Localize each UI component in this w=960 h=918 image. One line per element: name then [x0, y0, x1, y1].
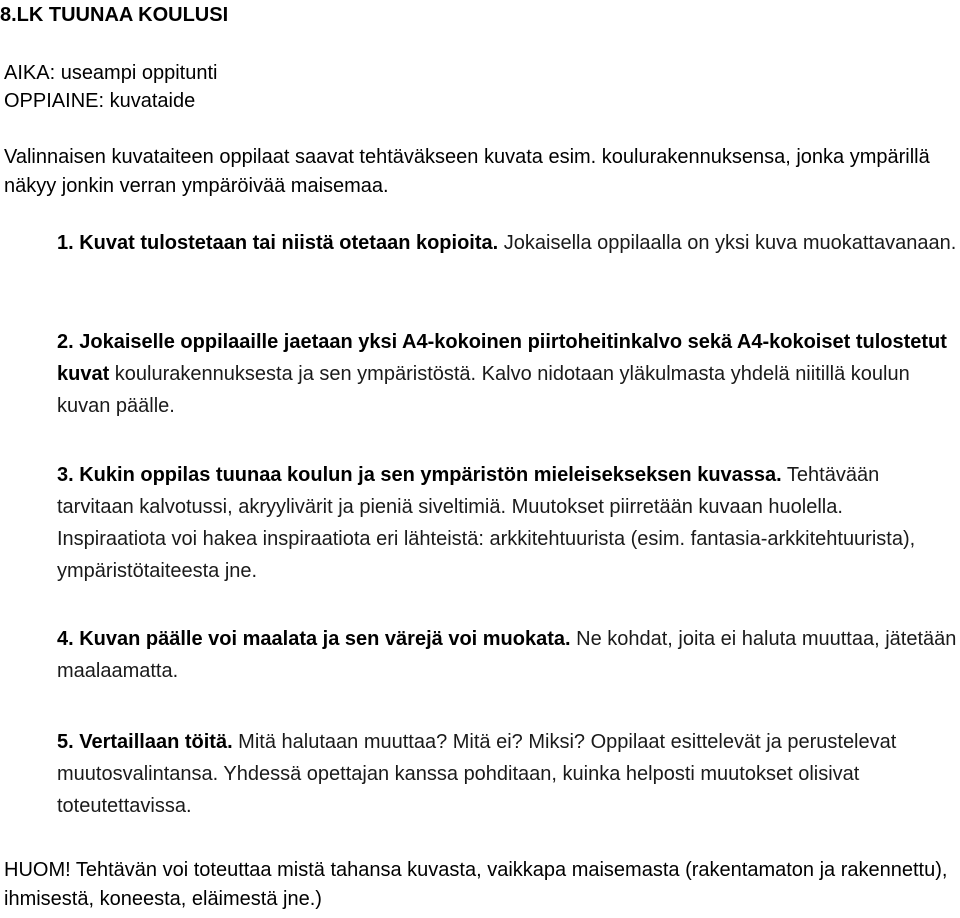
subject-info: OPPIAINE: kuvataide [4, 90, 196, 112]
step-4-heading: 4. Kuvan päälle voi maalata ja sen värejä voi muokata. [57, 628, 571, 650]
step-5-heading: 5. Vertaillaan töitä. [57, 731, 233, 753]
step-1-text: Jokaisella oppilaalla on yksi kuva muokattavanaan. [498, 232, 957, 254]
step-2-heading: 2. Jokaiselle oppilaaille jaetaan yksi A4-kokoinen piirtoheitinkalvo sekä A4-kokoiset tulostetut kuvat [57, 331, 947, 385]
step-3 [57, 459, 957, 587]
step-5 [57, 726, 957, 822]
step-5-text: Mitä halutaan muuttaa? Mitä ei? Miksi? Oppilaat esittelevät ja perustelevat muutosvalintansa. Yhdessä opettajan kanssa pohditaan, kuinka helposti muutokset olisivat toteutettavissa. [57, 731, 897, 817]
step-1 [57, 227, 957, 259]
time-info: AIKA: useampi oppitunti [4, 62, 218, 84]
intro-paragraph: Valinnaisen kuvataiteen oppilaat saavat tehtäväkseen kuvata esim. koulurakennuksensa, jonka ympärillä näkyy jonkin verran ympäröivää maisemaa. [4, 146, 930, 197]
step-4-text: Ne kohdat, joita ei haluta muuttaa, jätetään maalaamatta. [57, 628, 957, 682]
step-4 [57, 623, 957, 687]
step-3-text: Tehtävään tarvitaan kalvotussi, akryylivärit ja pieniä siveltimiä. Muutokset piirretään kuvaan huolella. Inspiraatiota voi hakea inspiraatiota eri lähteistä: arkkitehtuurista (esim. fantasia-arkkitehtuurista), ympäristötaiteesta jne. [57, 464, 916, 582]
step-3-heading: 3. Kukin oppilas tuunaa koulun ja sen ympäristön mieleisekseksen kuvassa. [57, 464, 782, 486]
document-title: 8.LK TUUNAA KOULUSI [0, 4, 229, 26]
step-2 [57, 326, 957, 422]
step-2-text: koulurakennuksesta ja sen ympäristöstä. Kalvo nidotaan yläkulmasta yhdelä niitillä koulun kuvan päälle. [57, 363, 910, 417]
step-1-heading: 1. Kuvat tulostetaan tai niistä otetaan kopioita. [57, 232, 499, 254]
note-paragraph: HUOM! Tehtävän voi toteuttaa mistä tahansa kuvasta, vaikkapa maisemasta (rakentamaton ja rakennettu), ihmisestä, koneesta, eläimestä jne.) [4, 859, 948, 910]
